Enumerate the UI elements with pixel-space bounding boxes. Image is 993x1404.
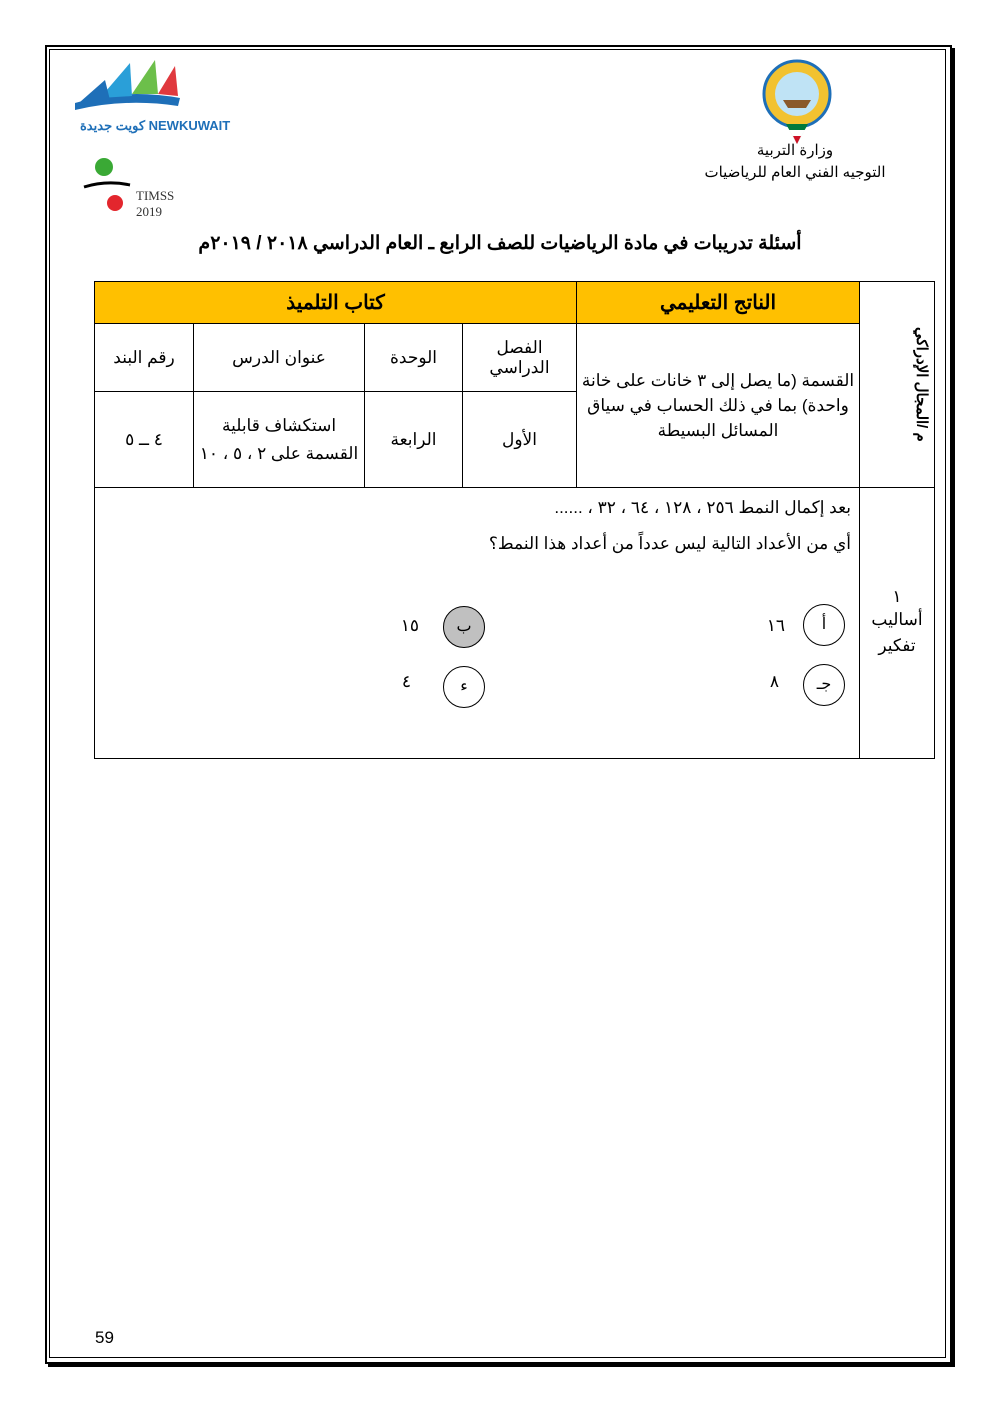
item-value: ٤ ــ ٥ <box>95 392 194 488</box>
question-domain: أساليب تفكير <box>871 610 923 655</box>
question-domain-cell <box>860 488 935 759</box>
page-title: أسئلة تدريبات في مادة الرياضيات للصف الرابع ـ العام الدراسي ٢٠١٨ / ٢٠١٩م <box>198 233 802 254</box>
option-d-value: ٤ <box>401 672 411 691</box>
question-table <box>94 281 935 759</box>
option-c[interactable]: جـ <box>803 664 845 706</box>
question-pattern: بعد إكمال النمط ٢٥٦ ، ١٢٨ ، ٦٤ ، ٣٢ ، ...... <box>554 498 851 517</box>
unit-header: الوحدة <box>365 324 463 392</box>
book-header: كتاب التلميذ <box>95 282 577 324</box>
ministry-name: وزارة التربية <box>756 142 834 159</box>
question-number: ١ <box>892 587 902 606</box>
option-a-value: ١٦ <box>766 616 785 635</box>
semester-value: الأول <box>463 392 577 488</box>
outcome-header: الناتج التعليمي <box>577 282 860 324</box>
kuwait-emblem <box>758 58 836 146</box>
newkuwait-logo <box>70 58 182 118</box>
option-b-value: ١٥ <box>400 616 419 635</box>
ministry-header <box>690 140 900 184</box>
question-prompt: أي من الأعداد التالية ليس عدداً من أعداد هذا النمط؟ <box>488 534 851 553</box>
item-header: رقم البند <box>95 324 194 392</box>
lesson-header: عنوان الدرس <box>194 324 365 392</box>
department-name: التوجيه الفني العام للرياضيات <box>704 164 886 181</box>
newkuwait-text: كويت جديدة NEWKUWAIT <box>80 118 231 133</box>
page-number: 59 <box>95 1328 114 1347</box>
option-b-selected[interactable]: ب <box>443 606 485 648</box>
domain-header-cell <box>860 282 935 488</box>
option-c-value: ٨ <box>769 672 779 691</box>
question-cell <box>95 488 860 759</box>
semester-header: الفصل الدراسي <box>463 324 577 392</box>
lesson-value: استكشاف قابلية القسمة على ٢ ، ٥ ، ١٠ <box>194 392 365 488</box>
outcome-text: القسمة (ما يصل إلى ٣ خانات على خانة واحدة) بما في ذلك الحساب في سياق المسائل البسيطة <box>577 324 860 488</box>
option-a[interactable]: أ <box>803 604 845 646</box>
timss-text: TIMSS 2019 <box>136 188 175 219</box>
option-d[interactable]: ء <box>443 666 485 708</box>
domain-header: م /المجال الإدراكي <box>913 327 930 442</box>
timss-logo-graphic <box>82 155 132 213</box>
unit-value: الرابعة <box>365 392 463 488</box>
